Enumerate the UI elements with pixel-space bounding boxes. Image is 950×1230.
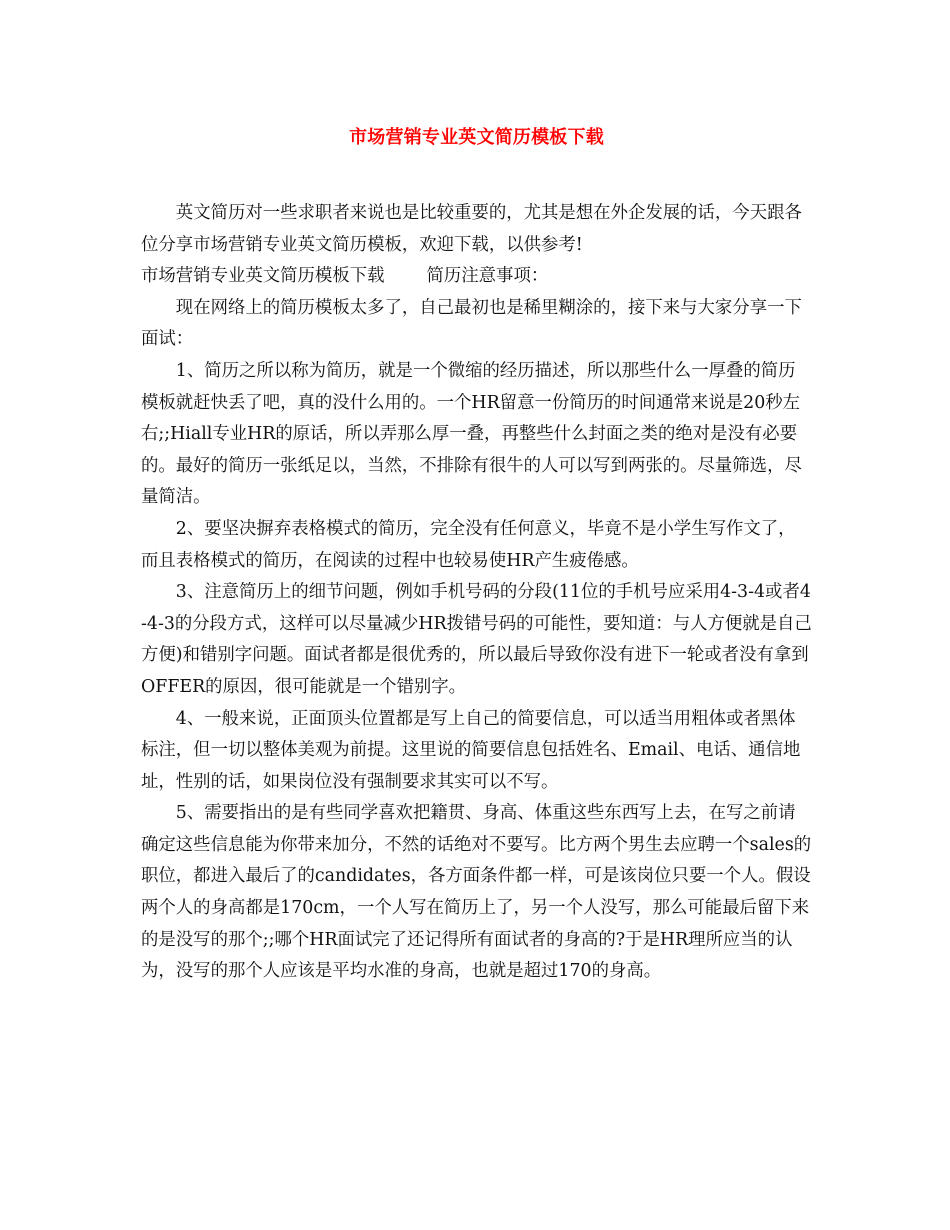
subheading-line <box>141 261 812 293</box>
paragraph-1: 1、简历之所以称为简历，就是一个微缩的经历描述，所以那些什么一厚叠的简历模板就赶快丢了吧，真的没什么用的。一个HR留意一份简历的时间通常来说是20秒左右;;Hiall专业HR的原话，所以弄那么厚一叠，再整些什么封面之类的绝对是没有必要的。最好的简历一张纸足以，当然，不排除有很牛的人可以写到两张的。尽量筛选，尽量简洁。 <box>141 360 802 508</box>
document-title: 市场营销专业英文简历模板下载 <box>349 127 604 148</box>
intro-paragraph: 英文简历对一些求职者来说也是比较重要的，尤其是想在外企发展的话，今天跟各位分享市场营销专业英文简历模板，欢迎下载，以供参考! <box>141 203 802 255</box>
paragraph-2: 2、要坚决摒弃表格模式的简历，完全没有任何意义，毕竟不是小学生写作文了，而且表格模式的简历，在阅读的过程中也较易使HR产生疲倦感。 <box>141 518 796 571</box>
paragraph-3: 3、注意简历上的细节问题，例如手机号码的分段(11位的手机号应采用4-3-4或者4-4-3的分段方式，这样可以尽量减少HR拨错号码的可能性，要知道：与人方便就是自己方便)和错别字问题。面试者都是很优秀的，所以最后导致你没有进下一轮或者没有拿到OFFER的原因，很可能就是一个错别字。 <box>141 582 812 697</box>
paragraph-4: 4、一般来说，正面顶头位置都是写上自己的简要信息，可以适当用粗体或者黑体标注，但一切以整体美观为前提。这里说的简要信息包括姓名、Email、电话、通信地址，性别的话，如果岗位没有强制要求其实可以不写。 <box>141 708 801 792</box>
paragraph-0: 现在网络上的简历模板太多了，自己最初也是稀里糊涂的，接下来与大家分享一下面试： <box>141 297 802 350</box>
subheading-right: 简历注意事项： <box>426 266 549 287</box>
paragraph-5: 5、需要指出的是有些同学喜欢把籍贯、身高、体重这些东西写上去，在写之前请确定这些信息能为你带来加分，不然的话绝对不要写。比方两个男生去应聘一个sales的职位，都进入最后了的candidates，各方面条件都一样，可是该岗位只要一个人。假设两个人的身高都是170cm，一个人写在简历上了，另一个人没写，那么可能最后留下来的是没写的那个;;哪个HR面试完了还记得所有面试者的身高的?于是HR理所应当的认为，没写的那个人应该是平均水准的身高，也就是超过170的身高。 <box>141 803 812 982</box>
subheading-left: 市场营销专业英文简历模板下载 <box>141 266 385 287</box>
